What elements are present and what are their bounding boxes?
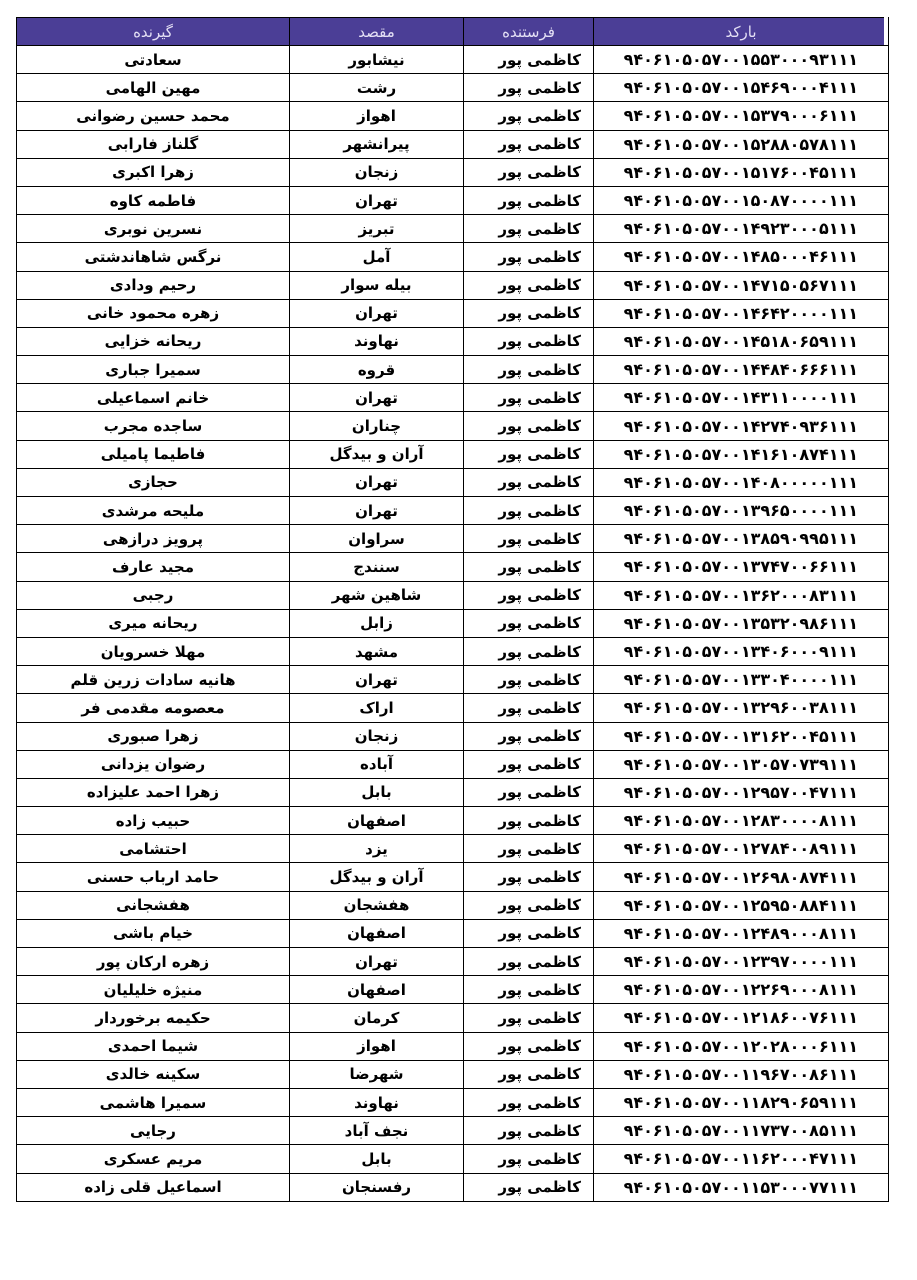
- table-row: [17, 1145, 889, 1173]
- destination-cell: تهران: [290, 948, 464, 976]
- receiver-cell: مریم عسکری: [17, 1145, 290, 1173]
- sender-cell: کاظمی پور: [464, 243, 594, 271]
- table-header-row: [17, 18, 889, 46]
- table-row: [17, 412, 889, 440]
- destination-cell: زابل: [290, 609, 464, 637]
- barcode-cell: ۹۴۰۶۱۰۵۰۵۷۰۰۱۴۰۸۰۰۰۰۰۱۱۱: [594, 468, 889, 496]
- table-row: [17, 440, 889, 468]
- sender-cell: کاظمی پور: [464, 440, 594, 468]
- receiver-cell: حامد ارباب حسنی: [17, 863, 290, 891]
- receiver-cell: هانیه سادات زرین قلم: [17, 666, 290, 694]
- receiver-cell: سمیرا جباری: [17, 356, 290, 384]
- destination-cell: رشت: [290, 74, 464, 102]
- table-row: [17, 356, 889, 384]
- sender-cell: کاظمی پور: [464, 807, 594, 835]
- receiver-cell: شیما احمدی: [17, 1032, 290, 1060]
- destination-cell: بابل: [290, 1145, 464, 1173]
- destination-cell: اصفهان: [290, 919, 464, 947]
- receiver-cell: زهرا احمد علیزاده: [17, 778, 290, 806]
- receiver-cell: حجازی: [17, 468, 290, 496]
- receiver-cell: فاطیما پامیلی: [17, 440, 290, 468]
- table-row: [17, 271, 889, 299]
- destination-cell: نجف آباد: [290, 1117, 464, 1145]
- receiver-cell: گلناز فارابی: [17, 130, 290, 158]
- table-row: [17, 46, 889, 74]
- receiver-cell: ریحانه میری: [17, 609, 290, 637]
- destination-cell: تهران: [290, 186, 464, 214]
- shipment-table: [16, 17, 889, 1202]
- table-row: [17, 778, 889, 806]
- destination-cell: کرمان: [290, 1004, 464, 1032]
- receiver-cell: حبیب زاده: [17, 807, 290, 835]
- sender-cell: کاظمی پور: [464, 863, 594, 891]
- receiver-cell: منیژه خلیلیان: [17, 976, 290, 1004]
- table-row: [17, 1088, 889, 1116]
- destination-cell: آران و بیدگل: [290, 440, 464, 468]
- destination-cell: قروه: [290, 356, 464, 384]
- destination-cell: پیرانشهر: [290, 130, 464, 158]
- barcode-cell: ۹۴۰۶۱۰۵۰۵۷۰۰۱۲۳۹۷۰۰۰۰۱۱۱: [594, 948, 889, 976]
- table-row: [17, 102, 889, 130]
- receiver-cell: اسماعیل قلی زاده: [17, 1173, 290, 1201]
- destination-cell: تهران: [290, 299, 464, 327]
- receiver-cell: فاطمه کاوه: [17, 186, 290, 214]
- destination-cell: زنجان: [290, 722, 464, 750]
- receiver-cell: سعادتی: [17, 46, 290, 74]
- receiver-cell: نرگس شاهاندشتی: [17, 243, 290, 271]
- barcode-cell: ۹۴۰۶۱۰۵۰۵۷۰۰۱۲۶۹۸۰۸۷۴۱۱۱: [594, 863, 889, 891]
- header-barcode: بارکد: [594, 18, 889, 46]
- sender-cell: کاظمی پور: [464, 356, 594, 384]
- sender-cell: کاظمی پور: [464, 835, 594, 863]
- receiver-cell: زهره محمود خانی: [17, 299, 290, 327]
- barcode-cell: ۹۴۰۶۱۰۵۰۵۷۰۰۱۲۷۸۴۰۰۸۹۱۱۱: [594, 835, 889, 863]
- table-row: [17, 327, 889, 355]
- destination-cell: آران و بیدگل: [290, 863, 464, 891]
- sender-cell: کاظمی پور: [464, 919, 594, 947]
- destination-cell: یزد: [290, 835, 464, 863]
- sender-cell: کاظمی پور: [464, 158, 594, 186]
- table-row: [17, 609, 889, 637]
- destination-cell: تهران: [290, 666, 464, 694]
- sender-cell: کاظمی پور: [464, 948, 594, 976]
- receiver-cell: خیام باشی: [17, 919, 290, 947]
- destination-cell: نیشابور: [290, 46, 464, 74]
- barcode-cell: ۹۴۰۶۱۰۵۰۵۷۰۰۱۱۷۳۷۰۰۸۵۱۱۱: [594, 1117, 889, 1145]
- destination-cell: تهران: [290, 497, 464, 525]
- receiver-cell: مجید عارف: [17, 553, 290, 581]
- table-row: [17, 74, 889, 102]
- destination-cell: اصفهان: [290, 807, 464, 835]
- receiver-cell: رحیم ودادی: [17, 271, 290, 299]
- destination-cell: اهواز: [290, 1032, 464, 1060]
- destination-cell: تهران: [290, 384, 464, 412]
- table-row: [17, 1060, 889, 1088]
- barcode-cell: ۹۴۰۶۱۰۵۰۵۷۰۰۱۱۹۶۷۰۰۸۶۱۱۱: [594, 1060, 889, 1088]
- sender-cell: کاظمی پور: [464, 1088, 594, 1116]
- sender-cell: کاظمی پور: [464, 609, 594, 637]
- sender-cell: کاظمی پور: [464, 299, 594, 327]
- destination-cell: رفسنجان: [290, 1173, 464, 1201]
- barcode-cell: ۹۴۰۶۱۰۵۰۵۷۰۰۱۴۵۱۸۰۶۵۹۱۱۱: [594, 327, 889, 355]
- barcode-cell: ۹۴۰۶۱۰۵۰۵۷۰۰۱۴۸۵۰۰۰۴۶۱۱۱: [594, 243, 889, 271]
- sender-cell: کاظمی پور: [464, 553, 594, 581]
- receiver-cell: پرویز درازهی: [17, 525, 290, 553]
- barcode-cell: ۹۴۰۶۱۰۵۰۵۷۰۰۱۳۹۶۵۰۰۰۰۱۱۱: [594, 497, 889, 525]
- receiver-cell: محمد حسین رضوانی: [17, 102, 290, 130]
- sender-cell: کاظمی پور: [464, 722, 594, 750]
- barcode-cell: ۹۴۰۶۱۰۵۰۵۷۰۰۱۲۲۶۹۰۰۰۸۱۱۱: [594, 976, 889, 1004]
- barcode-cell: ۹۴۰۶۱۰۵۰۵۷۰۰۱۲۵۹۵۰۸۸۴۱۱۱: [594, 891, 889, 919]
- destination-cell: سنندج: [290, 553, 464, 581]
- table-row: [17, 299, 889, 327]
- table-body: [17, 46, 889, 1202]
- receiver-cell: رضوان یزدانی: [17, 750, 290, 778]
- sender-cell: کاظمی پور: [464, 412, 594, 440]
- sender-cell: کاظمی پور: [464, 976, 594, 1004]
- destination-cell: بابل: [290, 778, 464, 806]
- barcode-cell: ۹۴۰۶۱۰۵۰۵۷۰۰۱۵۳۷۹۰۰۰۶۱۱۱: [594, 102, 889, 130]
- header-receiver: گیرنده: [17, 18, 290, 46]
- destination-cell: تهران: [290, 468, 464, 496]
- barcode-cell: ۹۴۰۶۱۰۵۰۵۷۰۰۱۲۴۸۹۰۰۰۸۱۱۱: [594, 919, 889, 947]
- sender-cell: کاظمی پور: [464, 468, 594, 496]
- table-row: [17, 976, 889, 1004]
- barcode-cell: ۹۴۰۶۱۰۵۰۵۷۰۰۱۵۰۸۷۰۰۰۰۱۱۱: [594, 186, 889, 214]
- sender-cell: کاظمی پور: [464, 1173, 594, 1201]
- receiver-cell: احتشامی: [17, 835, 290, 863]
- barcode-cell: ۹۴۰۶۱۰۵۰۵۷۰۰۱۵۵۳۰۰۰۹۳۱۱۱: [594, 46, 889, 74]
- barcode-cell: ۹۴۰۶۱۰۵۰۵۷۰۰۱۱۶۲۰۰۰۴۷۱۱۱: [594, 1145, 889, 1173]
- destination-cell: نهاوند: [290, 1088, 464, 1116]
- sender-cell: کاظمی پور: [464, 525, 594, 553]
- sender-cell: کاظمی پور: [464, 581, 594, 609]
- destination-cell: اهواز: [290, 102, 464, 130]
- sender-cell: کاظمی پور: [464, 271, 594, 299]
- table-row: [17, 750, 889, 778]
- sender-cell: کاظمی پور: [464, 130, 594, 158]
- table-row: [17, 384, 889, 412]
- destination-cell: مشهد: [290, 637, 464, 665]
- sender-cell: کاظمی پور: [464, 778, 594, 806]
- barcode-cell: ۹۴۰۶۱۰۵۰۵۷۰۰۱۲۱۸۶۰۰۷۶۱۱۱: [594, 1004, 889, 1032]
- sender-cell: کاظمی پور: [464, 327, 594, 355]
- sender-cell: کاظمی پور: [464, 186, 594, 214]
- barcode-cell: ۹۴۰۶۱۰۵۰۵۷۰۰۱۴۲۷۴۰۹۳۶۱۱۱: [594, 412, 889, 440]
- sender-cell: کاظمی پور: [464, 215, 594, 243]
- table-row: [17, 525, 889, 553]
- table-row: [17, 807, 889, 835]
- sender-cell: کاظمی پور: [464, 637, 594, 665]
- sender-cell: کاظمی پور: [464, 74, 594, 102]
- destination-cell: بیله سوار: [290, 271, 464, 299]
- barcode-cell: ۹۴۰۶۱۰۵۰۵۷۰۰۱۴۳۱۱۰۰۰۰۱۱۱: [594, 384, 889, 412]
- sender-cell: کاظمی پور: [464, 1032, 594, 1060]
- barcode-cell: ۹۴۰۶۱۰۵۰۵۷۰۰۱۴۱۶۱۰۸۷۴۱۱۱: [594, 440, 889, 468]
- barcode-cell: ۹۴۰۶۱۰۵۰۵۷۰۰۱۳۳۰۴۰۰۰۰۱۱۱: [594, 666, 889, 694]
- destination-cell: شاهین شهر: [290, 581, 464, 609]
- receiver-cell: رجایی: [17, 1117, 290, 1145]
- receiver-cell: زهرا صبوری: [17, 722, 290, 750]
- receiver-cell: سمیرا هاشمی: [17, 1088, 290, 1116]
- table-row: [17, 694, 889, 722]
- table-row: [17, 863, 889, 891]
- barcode-cell: ۹۴۰۶۱۰۵۰۵۷۰۰۱۵۲۸۸۰۵۷۸۱۱۱: [594, 130, 889, 158]
- table-row: [17, 215, 889, 243]
- table-row: [17, 497, 889, 525]
- destination-cell: تبریز: [290, 215, 464, 243]
- sender-cell: کاظمی پور: [464, 497, 594, 525]
- destination-cell: اصفهان: [290, 976, 464, 1004]
- table-row: [17, 581, 889, 609]
- barcode-cell: ۹۴۰۶۱۰۵۰۵۷۰۰۱۳۱۶۲۰۰۴۵۱۱۱: [594, 722, 889, 750]
- table-row: [17, 468, 889, 496]
- barcode-cell: ۹۴۰۶۱۰۵۰۵۷۰۰۱۲۹۵۷۰۰۴۷۱۱۱: [594, 778, 889, 806]
- barcode-cell: ۹۴۰۶۱۰۵۰۵۷۰۰۱۳۸۵۹۰۹۹۵۱۱۱: [594, 525, 889, 553]
- barcode-cell: ۹۴۰۶۱۰۵۰۵۷۰۰۱۳۷۴۷۰۰۶۶۱۱۱: [594, 553, 889, 581]
- barcode-cell: ۹۴۰۶۱۰۵۰۵۷۰۰۱۳۴۰۶۰۰۰۹۱۱۱: [594, 637, 889, 665]
- receiver-cell: زهرا اکبری: [17, 158, 290, 186]
- table-row: [17, 1004, 889, 1032]
- receiver-cell: معصومه مقدمی فر: [17, 694, 290, 722]
- shipment-table-container: [16, 17, 888, 1202]
- table-row: [17, 186, 889, 214]
- receiver-cell: ساجده مجرب: [17, 412, 290, 440]
- barcode-cell: ۹۴۰۶۱۰۵۰۵۷۰۰۱۲۸۳۰۰۰۰۸۱۱۱: [594, 807, 889, 835]
- barcode-cell: ۹۴۰۶۱۰۵۰۵۷۰۰۱۱۸۲۹۰۶۵۹۱۱۱: [594, 1088, 889, 1116]
- receiver-cell: رجبی: [17, 581, 290, 609]
- barcode-cell: ۹۴۰۶۱۰۵۰۵۷۰۰۱۵۱۷۶۰۰۴۵۱۱۱: [594, 158, 889, 186]
- barcode-cell: ۹۴۰۶۱۰۵۰۵۷۰۰۱۳۰۵۷۰۷۳۹۱۱۱: [594, 750, 889, 778]
- table-row: [17, 130, 889, 158]
- barcode-cell: ۹۴۰۶۱۰۵۰۵۷۰۰۱۵۴۶۹۰۰۰۴۱۱۱: [594, 74, 889, 102]
- barcode-cell: ۹۴۰۶۱۰۵۰۵۷۰۰۱۴۴۸۴۰۶۶۶۱۱۱: [594, 356, 889, 384]
- barcode-cell: ۹۴۰۶۱۰۵۰۵۷۰۰۱۴۷۱۵۰۵۶۷۱۱۱: [594, 271, 889, 299]
- header-sender: فرستنده: [464, 18, 594, 46]
- table-row: [17, 722, 889, 750]
- destination-cell: نهاوند: [290, 327, 464, 355]
- sender-cell: کاظمی پور: [464, 694, 594, 722]
- sender-cell: کاظمی پور: [464, 666, 594, 694]
- sender-cell: کاظمی پور: [464, 1117, 594, 1145]
- table-row: [17, 835, 889, 863]
- destination-cell: شهرضا: [290, 1060, 464, 1088]
- receiver-cell: نسرین نوبری: [17, 215, 290, 243]
- sender-cell: کاظمی پور: [464, 46, 594, 74]
- receiver-cell: ریحانه خزایی: [17, 327, 290, 355]
- receiver-cell: ملیحه مرشدی: [17, 497, 290, 525]
- header-destination: مقصد: [290, 18, 464, 46]
- receiver-cell: خانم اسماعیلی: [17, 384, 290, 412]
- table-row: [17, 919, 889, 947]
- barcode-cell: ۹۴۰۶۱۰۵۰۵۷۰۰۱۴۹۲۳۰۰۰۵۱۱۱: [594, 215, 889, 243]
- table-row: [17, 1032, 889, 1060]
- sender-cell: کاظمی پور: [464, 750, 594, 778]
- destination-cell: آمل: [290, 243, 464, 271]
- receiver-cell: مهلا خسرویان: [17, 637, 290, 665]
- barcode-cell: ۹۴۰۶۱۰۵۰۵۷۰۰۱۳۲۹۶۰۰۳۸۱۱۱: [594, 694, 889, 722]
- table-row: [17, 637, 889, 665]
- table-row: [17, 243, 889, 271]
- sender-cell: کاظمی پور: [464, 1060, 594, 1088]
- header-edge-gap: [884, 17, 888, 45]
- table-row: [17, 891, 889, 919]
- barcode-cell: ۹۴۰۶۱۰۵۰۵۷۰۰۱۱۵۳۰۰۰۷۷۱۱۱: [594, 1173, 889, 1201]
- barcode-cell: ۹۴۰۶۱۰۵۰۵۷۰۰۱۲۰۲۸۰۰۰۶۱۱۱: [594, 1032, 889, 1060]
- sender-cell: کاظمی پور: [464, 1004, 594, 1032]
- table-row: [17, 158, 889, 186]
- sender-cell: کاظمی پور: [464, 1145, 594, 1173]
- table-row: [17, 553, 889, 581]
- sender-cell: کاظمی پور: [464, 891, 594, 919]
- destination-cell: چناران: [290, 412, 464, 440]
- barcode-cell: ۹۴۰۶۱۰۵۰۵۷۰۰۱۳۵۳۲۰۹۸۶۱۱۱: [594, 609, 889, 637]
- destination-cell: آباده: [290, 750, 464, 778]
- table-row: [17, 1117, 889, 1145]
- sender-cell: کاظمی پور: [464, 102, 594, 130]
- receiver-cell: مهین الهامی: [17, 74, 290, 102]
- table-row: [17, 1173, 889, 1201]
- receiver-cell: سکینه خالدی: [17, 1060, 290, 1088]
- sender-cell: کاظمی پور: [464, 384, 594, 412]
- receiver-cell: هفشجانی: [17, 891, 290, 919]
- table-row: [17, 948, 889, 976]
- destination-cell: زنجان: [290, 158, 464, 186]
- receiver-cell: زهره ارکان پور: [17, 948, 290, 976]
- table-row: [17, 666, 889, 694]
- barcode-cell: ۹۴۰۶۱۰۵۰۵۷۰۰۱۴۶۴۲۰۰۰۰۱۱۱: [594, 299, 889, 327]
- barcode-cell: ۹۴۰۶۱۰۵۰۵۷۰۰۱۳۶۲۰۰۰۸۳۱۱۱: [594, 581, 889, 609]
- destination-cell: اراک: [290, 694, 464, 722]
- receiver-cell: حکیمه برخوردار: [17, 1004, 290, 1032]
- destination-cell: هفشجان: [290, 891, 464, 919]
- destination-cell: سراوان: [290, 525, 464, 553]
